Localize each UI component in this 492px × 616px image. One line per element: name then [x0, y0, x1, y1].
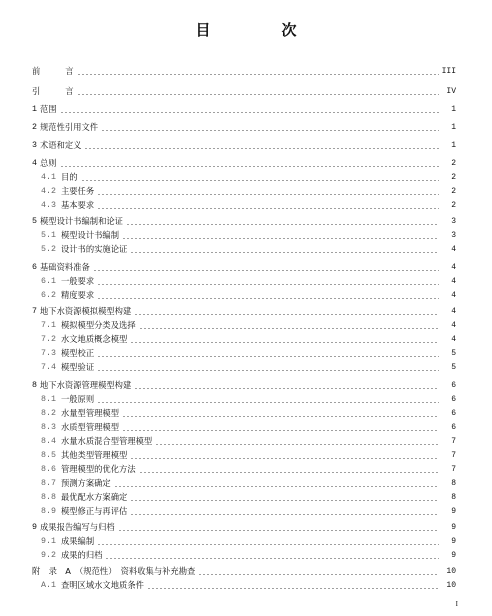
toc-dot-leader	[126, 224, 439, 225]
toc-entry-label: 一般要求	[60, 276, 95, 286]
toc-entry-page: 1	[451, 123, 456, 132]
toc-entry-page: 2	[451, 187, 456, 196]
toc-dot-leader	[130, 342, 439, 343]
toc-entry-number: 7	[32, 307, 37, 316]
toc-dot-leader	[97, 208, 439, 209]
toc-entry-label: 水质型管理模型	[60, 422, 120, 432]
toc-entry-page: 4	[451, 277, 456, 286]
toc-entry-label: 预测方案确定	[60, 478, 111, 488]
toc-title: 目 次	[195, 21, 325, 39]
toc-entry-label: 管理模型的优化方法	[60, 464, 136, 474]
toc-entry[interactable]	[32, 122, 456, 133]
toc-dot-leader	[60, 166, 439, 167]
toc-dot-leader	[147, 588, 439, 589]
toc-entry-number: 8.3	[41, 423, 56, 432]
toc-entry-label: 模型验证	[60, 362, 95, 372]
toc-entry-number: 4.3	[41, 201, 56, 210]
toc-dot-leader	[139, 328, 439, 329]
toc-entry-label: 成果编制	[60, 536, 95, 546]
toc-entry-page: 7	[451, 437, 456, 446]
toc-entry-label: 目的	[60, 172, 78, 182]
toc-entry-number: 9	[32, 523, 37, 532]
toc-entry[interactable]	[41, 362, 456, 373]
toc-entry-page: 4	[451, 335, 456, 344]
toc-entry-page: 4	[451, 245, 456, 254]
toc-entry-page: 4	[451, 263, 456, 272]
toc-dot-leader	[105, 558, 439, 559]
toc-entry[interactable]	[41, 200, 456, 211]
toc-entry[interactable]	[41, 436, 456, 447]
toc-dot-leader	[77, 94, 440, 95]
toc-entry[interactable]	[41, 550, 456, 561]
toc-entry-number: 9.1	[41, 537, 56, 546]
toc-entry-label: 查明区域水文地质条件	[60, 580, 144, 590]
toc-entry-number: 8.2	[41, 409, 56, 418]
toc-entry-label: 成果的归档	[60, 550, 103, 560]
toc-entry-page: 7	[451, 465, 456, 474]
toc-entry-number: 4.1	[41, 173, 56, 182]
toc-entry-page: 6	[451, 381, 456, 390]
toc-entry-page: 3	[451, 231, 456, 240]
toc-entry-number: 8.7	[41, 479, 56, 488]
toc-entry-label: 水量型管理模型	[60, 408, 120, 418]
toc-dot-leader	[81, 180, 439, 181]
toc-entry[interactable]	[41, 492, 456, 503]
toc-entry[interactable]	[41, 408, 456, 419]
toc-entry[interactable]	[32, 86, 456, 97]
toc-entry-page: 9	[451, 507, 456, 516]
toc-entry-number: 8.6	[41, 465, 56, 474]
toc-entry[interactable]	[32, 66, 456, 77]
toc-entry[interactable]	[41, 276, 456, 287]
toc-entry-number: 7.2	[41, 335, 56, 344]
toc-entry-label: 其他类型管理模型	[60, 450, 128, 460]
toc-entry-number: 1	[32, 105, 37, 114]
toc-dot-leader	[77, 74, 439, 75]
toc-entry-page: 5	[451, 349, 456, 358]
toc-entry-page: 7	[451, 451, 456, 460]
toc-entry-number: 7.1	[41, 321, 56, 330]
toc-dot-leader	[97, 402, 439, 403]
toc-dot-leader	[122, 416, 439, 417]
toc-dot-leader	[97, 298, 439, 299]
toc-entry[interactable]	[32, 522, 456, 533]
toc-dot-leader	[114, 486, 439, 487]
toc-entry[interactable]	[41, 536, 456, 547]
toc-entry-number: 8	[32, 381, 37, 390]
toc-entry[interactable]	[41, 230, 456, 241]
toc-entry-number: 8.9	[41, 507, 56, 516]
toc-entry-number: 9.2	[41, 551, 56, 560]
toc-entry-label: 术语和定义	[39, 140, 82, 150]
toc-entry-page: 2	[451, 173, 456, 182]
toc-entry-number: 6	[32, 263, 37, 272]
toc-entry-label: 一般原则	[60, 394, 95, 404]
toc-entry-number: 7.4	[41, 363, 56, 372]
toc-entry-page: 2	[451, 159, 456, 168]
toc-dot-leader	[155, 444, 439, 445]
toc-entry-number: 5.1	[41, 231, 56, 240]
toc-entry-label: 引 言	[32, 86, 74, 96]
toc-entry-label: 最优配水方案确定	[60, 492, 128, 502]
toc-entry-number: 8.8	[41, 493, 56, 502]
toc-entry-label: 模型修正与再评估	[60, 506, 128, 516]
toc-entry-label: 总则	[39, 158, 57, 168]
toc-entry[interactable]	[41, 244, 456, 255]
toc-entry-label: 模拟模型分类及选择	[60, 320, 136, 330]
toc-entry-number: 4.2	[41, 187, 56, 196]
toc-dot-leader	[101, 130, 439, 131]
toc-entry-page: 5	[451, 363, 456, 372]
toc-entry-page: 8	[451, 493, 456, 502]
toc-entry-label: 水量水质混合型管理模型	[60, 436, 153, 446]
toc-dot-leader	[130, 500, 439, 501]
toc-entry-page: 9	[451, 537, 456, 546]
toc-entry-page: 4	[451, 291, 456, 300]
toc-entry-number: 8.1	[41, 395, 56, 404]
page-number: I	[455, 600, 458, 608]
toc-entry-number: 6.1	[41, 277, 56, 286]
toc-entry[interactable]	[41, 422, 456, 433]
toc-entry-page: 10	[446, 567, 456, 576]
toc-entry-label: 成果报告编写与归档	[39, 522, 115, 532]
toc-entry-page: 6	[451, 395, 456, 404]
toc-entry[interactable]	[41, 394, 456, 405]
toc-entry-label: 范围	[39, 104, 57, 114]
toc-entry[interactable]	[32, 380, 456, 391]
toc-dot-leader	[134, 388, 439, 389]
toc-entry[interactable]	[41, 290, 456, 301]
toc-entry[interactable]	[41, 348, 456, 359]
toc-entry-number: 8.5	[41, 451, 56, 460]
toc-entry[interactable]	[32, 104, 456, 115]
toc-entry-number: 5	[32, 217, 37, 226]
toc-entry-page: 4	[451, 321, 456, 330]
toc-entry-label: 地下水资源管理模型构建	[39, 380, 132, 390]
toc-entry-number: 5.2	[41, 245, 56, 254]
toc-entry-label: 附 录 A （规范性） 资料收集与补充勘查	[32, 566, 196, 576]
toc-entry-label: 地下水资源模拟模型构建	[39, 306, 132, 316]
toc-entry-number: 8.4	[41, 437, 56, 446]
toc-entry[interactable]	[32, 306, 456, 317]
toc-entry[interactable]	[41, 172, 456, 183]
toc-entry-page: 6	[451, 409, 456, 418]
toc-dot-leader	[130, 252, 439, 253]
toc-entry-label: 水文地质概念模型	[60, 334, 128, 344]
toc-entry-number: 3	[32, 141, 37, 150]
toc-entry-page: 8	[451, 479, 456, 488]
toc-entry-page: 1	[451, 105, 456, 114]
toc-dot-leader	[60, 112, 439, 113]
toc-entry[interactable]	[41, 478, 456, 489]
toc-entry-page: 4	[451, 307, 456, 316]
toc-entry-number: 7.3	[41, 349, 56, 358]
toc-entry-page: 1	[451, 141, 456, 150]
toc-entry-label: 规范性引用文件	[39, 122, 99, 132]
toc-entry-page: IV	[446, 87, 456, 96]
toc-entry-page: 10	[446, 581, 456, 590]
toc-entry[interactable]	[41, 334, 456, 345]
toc-dot-leader	[198, 574, 439, 575]
toc-entry-label: 前 言	[32, 66, 74, 76]
toc-dot-leader	[122, 238, 439, 239]
toc-dot-leader	[84, 148, 439, 149]
toc-entry[interactable]	[41, 450, 456, 461]
toc-dot-leader	[130, 458, 439, 459]
toc-entry[interactable]	[32, 158, 456, 169]
toc-entry-label: 主要任务	[60, 186, 95, 196]
toc-entry[interactable]	[41, 580, 456, 591]
toc-entry-number: 2	[32, 123, 37, 132]
toc-entry-label: 模型设计书编制	[60, 230, 120, 240]
toc-entry[interactable]	[41, 186, 456, 197]
toc-entry-page: 9	[451, 523, 456, 532]
toc-entry[interactable]	[32, 262, 456, 273]
toc-dot-leader	[97, 194, 439, 195]
toc-entry-label: 模型设计书编制和论证	[39, 216, 123, 226]
toc-entry[interactable]	[41, 506, 456, 517]
toc-dot-leader	[130, 514, 439, 515]
toc-entry-page: 6	[451, 423, 456, 432]
toc-entry-number: 4	[32, 159, 37, 168]
toc-dot-leader	[93, 270, 439, 271]
toc-entry-number: 6.2	[41, 291, 56, 300]
toc-dot-leader	[97, 544, 439, 545]
toc-entry-page: III	[441, 67, 456, 76]
toc-entry-label: 精度要求	[60, 290, 95, 300]
toc-dot-leader	[97, 370, 439, 371]
toc-dot-leader	[97, 284, 439, 285]
toc-entry-number: A.1	[41, 581, 56, 590]
toc-entry[interactable]	[41, 464, 456, 475]
toc-entry-page: 9	[451, 551, 456, 560]
toc-entry[interactable]	[32, 140, 456, 151]
toc-entry-label: 基础资料准备	[39, 262, 90, 272]
toc-entry-page: 2	[451, 201, 456, 210]
toc-entry-label: 设计书的实施论证	[60, 244, 128, 254]
toc-dot-leader	[139, 472, 439, 473]
toc-dot-leader	[134, 314, 439, 315]
toc-entry-label: 基本要求	[60, 200, 95, 210]
toc-entry-page: 3	[451, 217, 456, 226]
toc-dot-leader	[118, 530, 439, 531]
toc-entry[interactable]	[32, 566, 456, 577]
toc-entry-label: 模型校正	[60, 348, 95, 358]
toc-entry[interactable]	[32, 216, 456, 227]
toc-dot-leader	[122, 430, 439, 431]
toc-entry[interactable]	[41, 320, 456, 331]
toc-dot-leader	[97, 356, 439, 357]
